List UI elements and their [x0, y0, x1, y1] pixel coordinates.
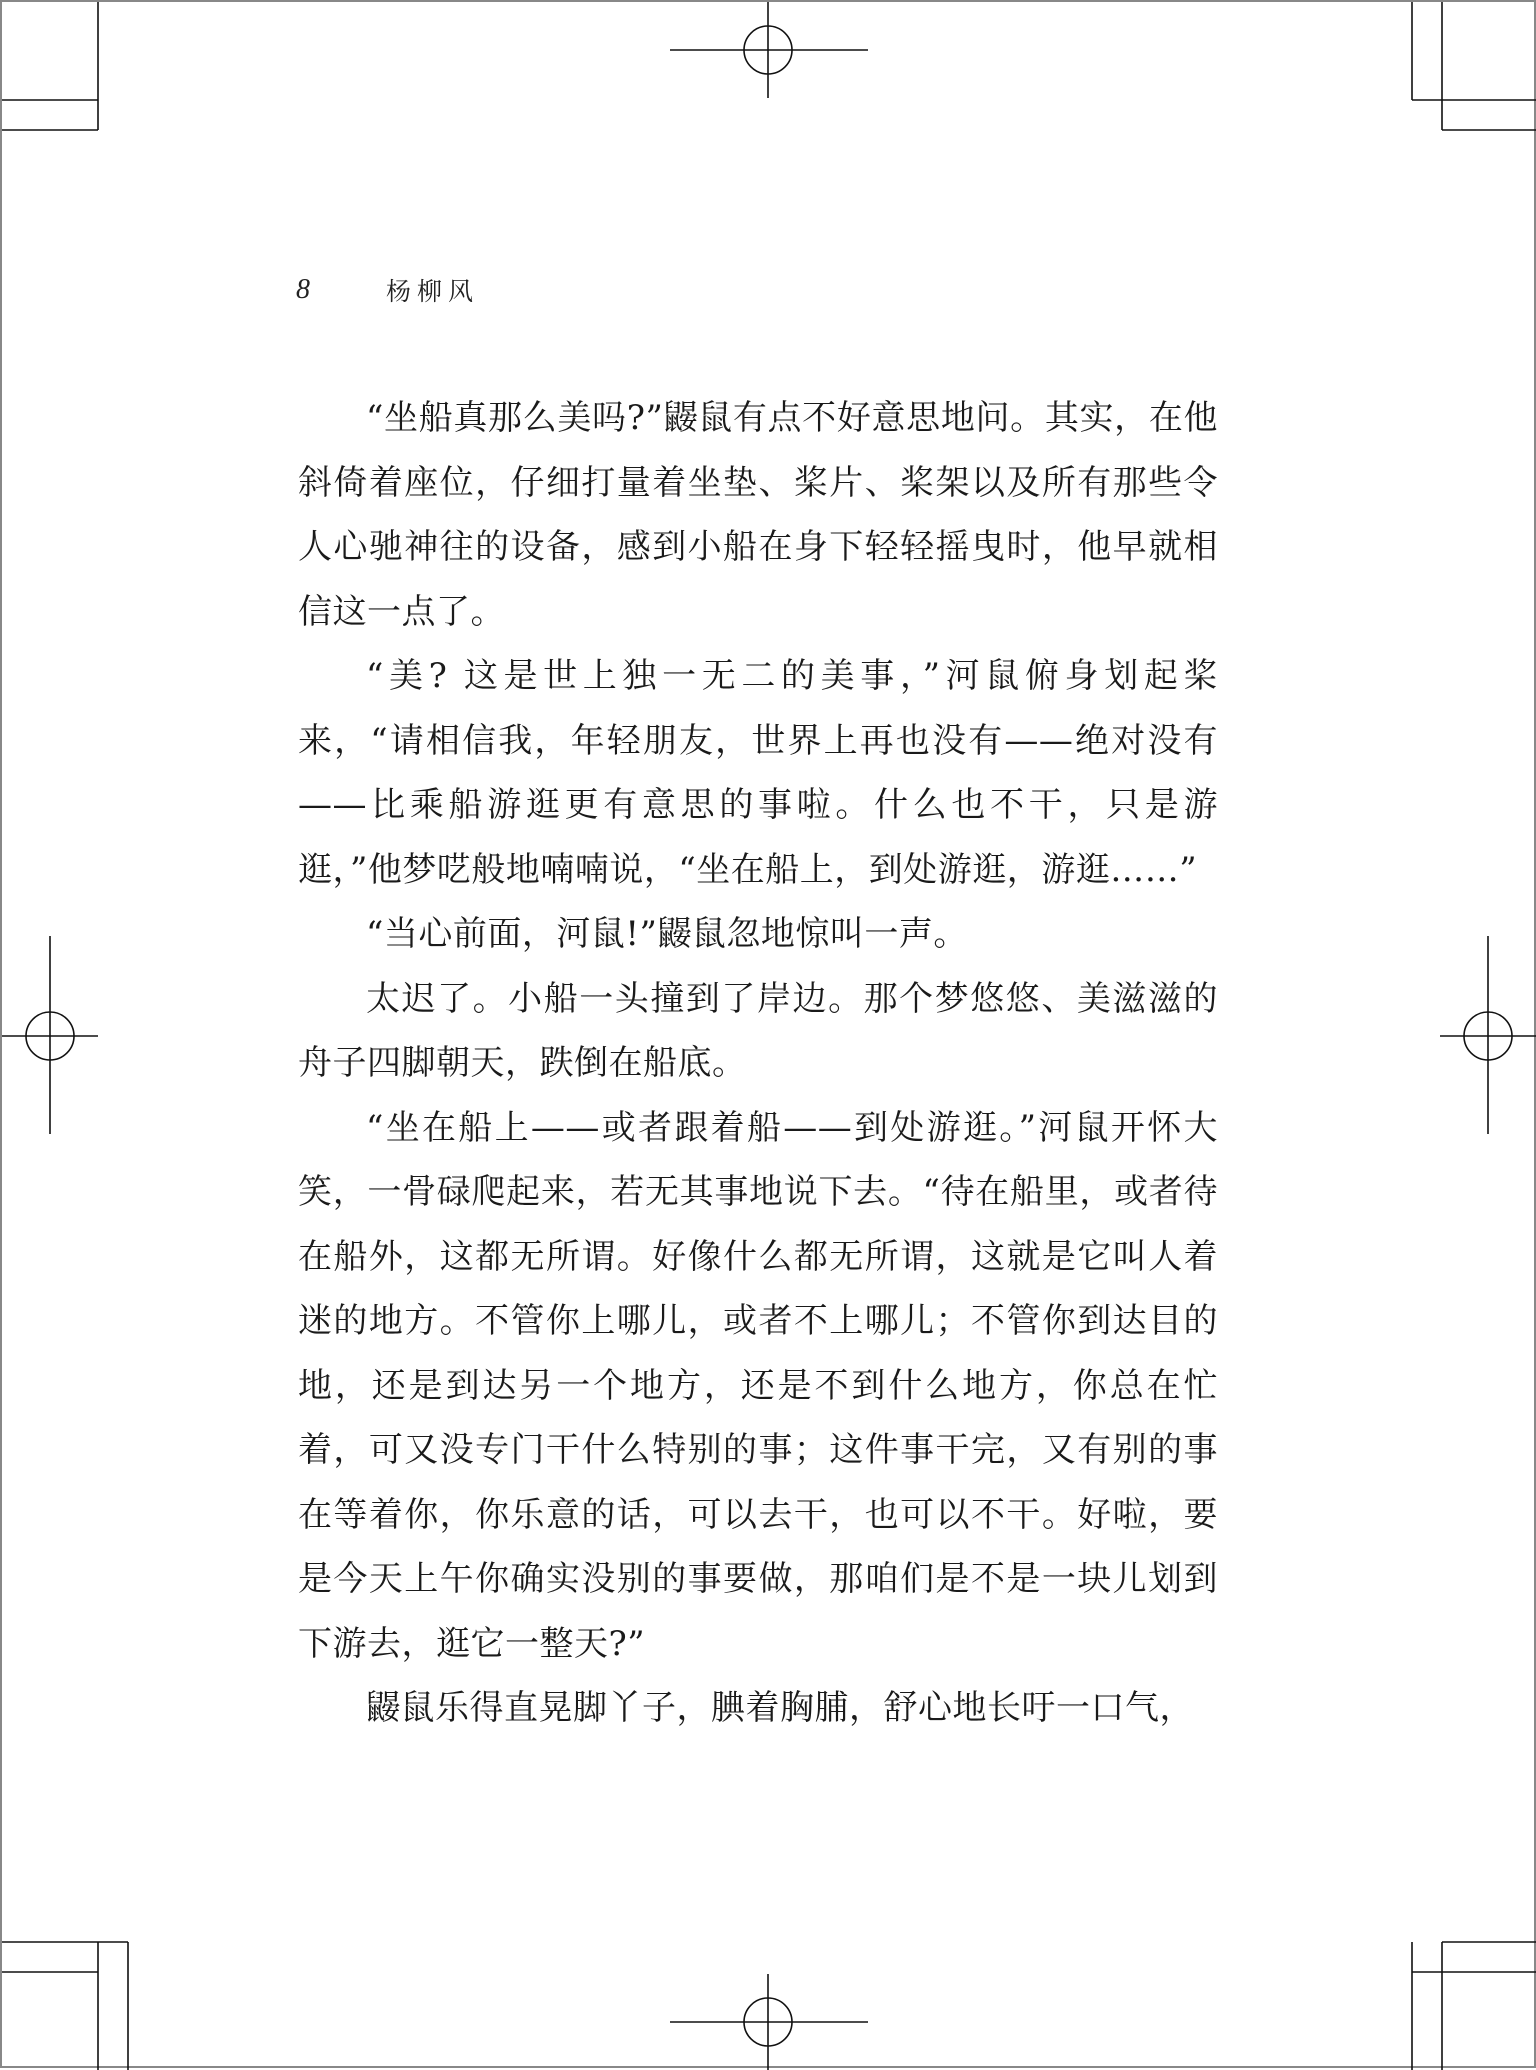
- registration-mark-left: [2, 936, 98, 1134]
- paragraph: “当心前面，河鼠!”鼹鼠忽地惊叫一声。: [366, 914, 968, 954]
- registration-mark-bottom: [670, 1974, 868, 2070]
- paragraph: 太迟了。小船一头撞到了岸边。那个梦悠悠、美滋滋的舟子四脚朝天，跌倒在船底。: [298, 978, 1218, 1083]
- crop-mark-bottom-right: [1412, 1942, 1536, 2070]
- page-number: 8: [296, 274, 310, 305]
- registration-mark-top: [670, 2, 868, 98]
- running-title: 杨柳风: [386, 277, 480, 306]
- crop-mark-bottom-left: [2, 1942, 128, 2070]
- paragraph: “坐船真那么美吗?”鼹鼠有点不好意思地问。其实，在他斜倚着座位，仔细打量着坐垫、桨片、桨架以及所有那些令人心驰神往的设备，感到小船在身下轻轻摇曳时，他早就相信这一点了。: [298, 398, 1218, 632]
- running-head: [296, 268, 479, 312]
- crop-mark-top-right: [1412, 2, 1536, 130]
- body-text: [298, 386, 1218, 1741]
- paragraph: “美? 这是世上独一无二的美事，”河鼠俯身划起桨来，“请相信我，年轻朋友，世界上再也没有——绝对没有——比乘船游逛更有意思的事啦。什么也不干，只是游逛，”他梦呓般地喃喃说，“坐在船上，到处游逛，游逛……”: [298, 656, 1218, 890]
- crop-mark-top-left: [2, 2, 98, 130]
- paragraph: 鼹鼠乐得直晃脚丫子，腆着胸脯，舒心地长吁一口气，: [366, 1688, 1194, 1728]
- registration-mark-right: [1440, 936, 1536, 1134]
- paragraph: “坐在船上——或者跟着船——到处游逛。”河鼠开怀大笑，一骨碌爬起来，若无其事地说下去。“待在船里，或者待在船外，这都无所谓。好像什么都无所谓，这就是它叫人着迷的地方。不管你上哪儿，或者不上哪儿；不管你到达目的地，还是到达另一个地方，还是不到什么地方，你总在忙着，可又没专门干什么特别的事；这件事干完，又有别的事在等着你，你乐意的话，可以去干，也可以不干。好啦，要是今天上午你确实没别的事要做，那咱们是不是一块儿划到下游去，逛它一整天?”: [298, 1107, 1218, 1664]
